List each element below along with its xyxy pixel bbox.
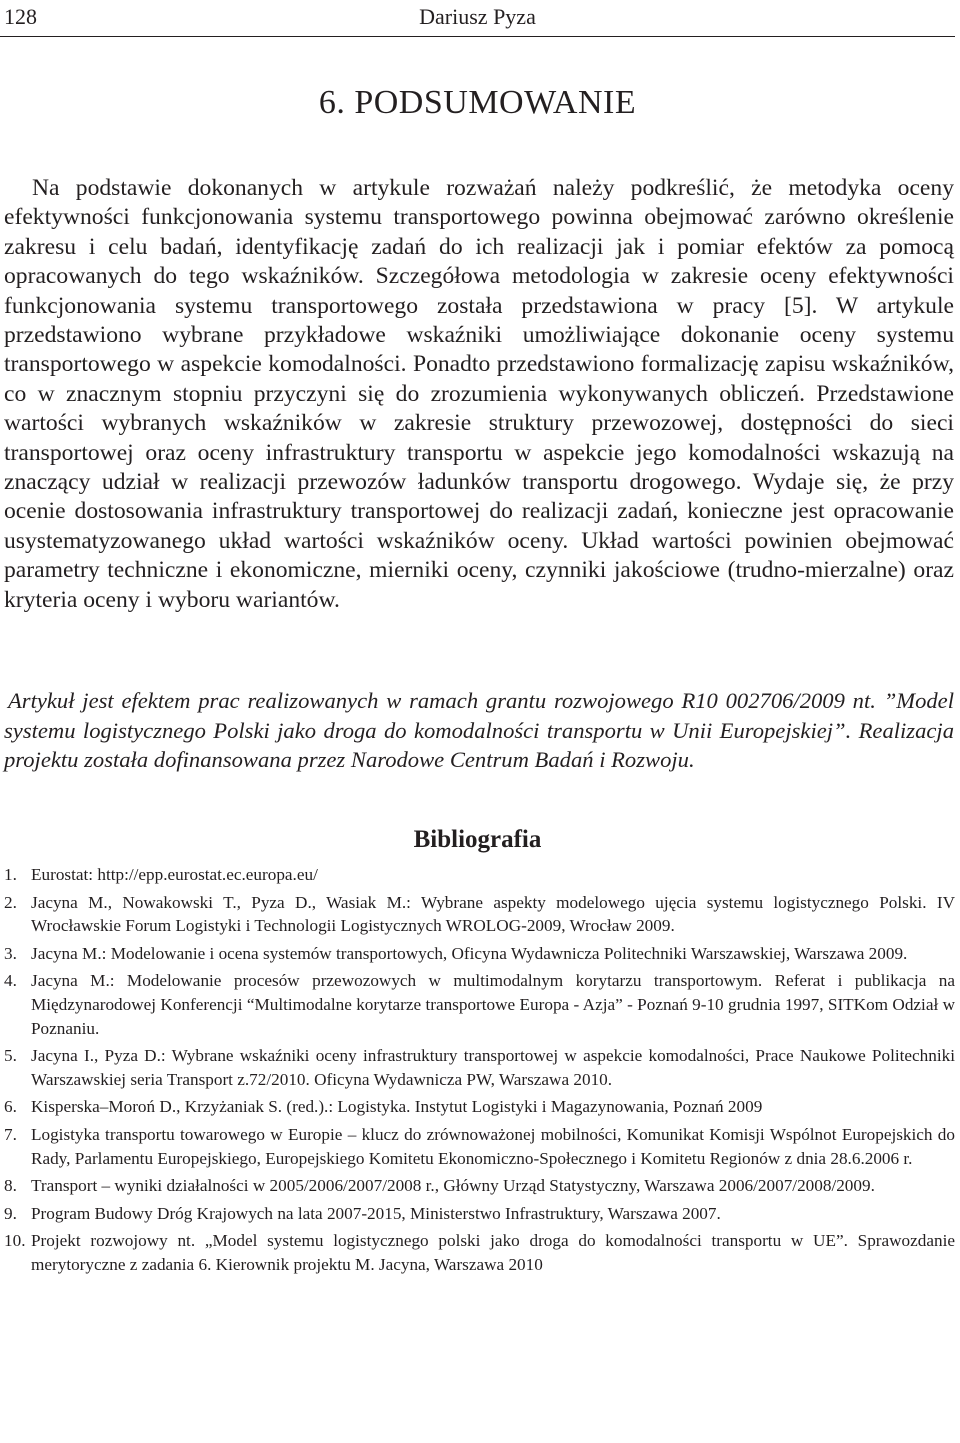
bibliography-item-text: Transport – wyniki działalności w 2005/2006/2007/2008 r., Główny Urząd Statystyczny, Warszawa 2006/2007/2008/2009.	[31, 1176, 875, 1196]
page-number: 128	[4, 4, 37, 29]
bibliography-item-text: Projekt rozwojowy nt. „Model systemu logistycznego polski jako droga do komodalności transportu w UE”. Sprawozdanie merytoryczne z zadania 6. Kierownik projektu M. Jacyna, Warszawa 2010	[31, 1231, 955, 1274]
bibliography-item	[0, 863, 955, 887]
bibliography-item-number: 1.	[4, 865, 17, 884]
section-title: 6. PODSUMOWANIE	[318, 84, 637, 121]
running-header-author: Dariusz Pyza	[419, 4, 536, 29]
bibliography-item-number: 7.	[4, 1124, 17, 1144]
bibliography-item-number: 8.	[4, 1176, 17, 1196]
bibliography-item-number: 5.	[4, 1046, 17, 1066]
bibliography-item	[0, 1174, 955, 1198]
running-header	[0, 0, 955, 37]
bibliography-item	[0, 1229, 955, 1276]
bibliography-item-number: 9.	[4, 1203, 17, 1223]
bibliography-item	[0, 1123, 955, 1170]
acknowledgement-paragraph: Artykuł jest efektem prac realizowanych w ramach grantu rozwojowego R10 002706/2009 nt. ”Model systemu logistycznego Polski jako droga do komodalności transportu w Unii Europejskiej”. Realizacja projektu została dofinansowana przez Narodowe Centrum Badań i Rozwoju.	[4, 688, 954, 772]
bibliography-item-text: Kisperska–Moroń D., Krzyżaniak S. (red.).: Logistyka. Instytut Logistyki i Magazynowania, Poznań 2009	[31, 1097, 763, 1117]
bibliography-item	[0, 1044, 955, 1091]
bibliography-item-text: Jacyna I., Pyza D.: Wybrane wskaźniki oceny infrastruktury transportowej w aspekcie komodalności, Prace Naukowe Politechniki Warszawskiej seria Transport z.72/2010. Oficyna Wydawnicza PW, Warszawa 2010.	[31, 1046, 955, 1089]
bibliography-item	[0, 891, 955, 938]
bibliography-item-text: Eurostat: http://epp.eurostat.ec.europa.eu/	[31, 865, 318, 884]
bibliography-title: Bibliografia	[413, 826, 542, 853]
bibliography-item-text: Jacyna M., Nowakowski T., Pyza D., Wasiak M.: Wybrane aspekty modelowego ujęcia systemu logistycznego Polski. IV Wrocławskie Forum Logistyki i Technologii Logistycznych WROLOG-2009, Wrocław 2009.	[31, 892, 955, 936]
bibliography-item	[0, 942, 955, 966]
bibliography-item-text: Logistyka transportu towarowego w Europie – klucz do zrównoważonej mobilności, Komunikat Komisji Wspólnot Europejskich do Rady, Parlamentu Europejskiego, Europejskiego Komitetu Ekonomiczno-Społecznego i Komitetu Regionów z dnia 28.6.2006 r.	[31, 1124, 955, 1168]
bibliography-item	[0, 969, 955, 1040]
bibliography-item-number: 2.	[4, 892, 17, 912]
bibliography-item-text: Jacyna M.: Modelowanie i ocena systemów transportowych, Oficyna Wydawnicza Politechniki Warszawskiej, Warszawa 2009.	[31, 943, 908, 963]
summary-paragraph: Na podstawie dokonanych w artykule rozważań należy podkreślić, że metodyka oceny efektywności funkcjonowania systemu transportowego powinna obejmować zarówno określenie zakresu i celu badań, identyfikację zadań do ich realizacji jak i pomiar efektów za pomocą opracowanych do tego wskaźników. Szczegółowa metodologia w zakresie oceny efektywności funkcjonowania systemu transportowego została przedstawiona w pracy [5]. W artykule przedstawiono wybrane przykładowe wskaźniki umożliwiające dokonanie oceny systemu transportowego w aspekcie komodalności. Ponadto przedstawiono formalizację zapisu wskaźników, co w znacznym stopniu przyczyni się do zrozumienia wykonywanych obliczeń. Przedstawione wartości wybranych wskaźników w zakresie struktury przewozowej, dostępności do sieci transportowej oraz oceny infrastruktury transportu w aspekcie jego komodalności wskazują na znaczący udział w realizacji przewozów ładunków transportu drogowego. Wydaje się, że przy ocenie dostosowania infrastruktury transportowej do realizacji zadań, konieczne jest opracowanie usystematyzowanego układ wartości wskaźników oceny. Układ wartości powinien obejmować parametry techniczne i ekonomiczne, mierniki oceny, czynniki jakościowe (trudno-mierzalne) oraz kryteria oceny i wyboru wariantów.	[4, 175, 954, 613]
bibliography-item-number: 10.	[4, 1231, 26, 1251]
bibliography-item-text: Jacyna M.: Modelowanie procesów przewozowych w multimodalnym korytarzu transportowym. Referat i publikacja na Międzynarodowej Konferencji “Multimodalne korytarze transportowe Europa - Azja” - Poznań 9-10 grudnia 1997, SITKom Odział w Poznaniu.	[31, 971, 955, 1038]
bibliography-item	[0, 1095, 955, 1119]
bibliography-item	[0, 1202, 955, 1226]
bibliography-item-number: 4.	[4, 971, 17, 991]
bibliography-list	[0, 863, 955, 1281]
bibliography-item-number: 6.	[4, 1097, 17, 1117]
bibliography-item-number: 3.	[4, 943, 17, 963]
bibliography-item-text: Program Budowy Dróg Krajowych na lata 2007-2015, Ministerstwo Infrastruktury, Warszawa 2007.	[31, 1203, 721, 1223]
